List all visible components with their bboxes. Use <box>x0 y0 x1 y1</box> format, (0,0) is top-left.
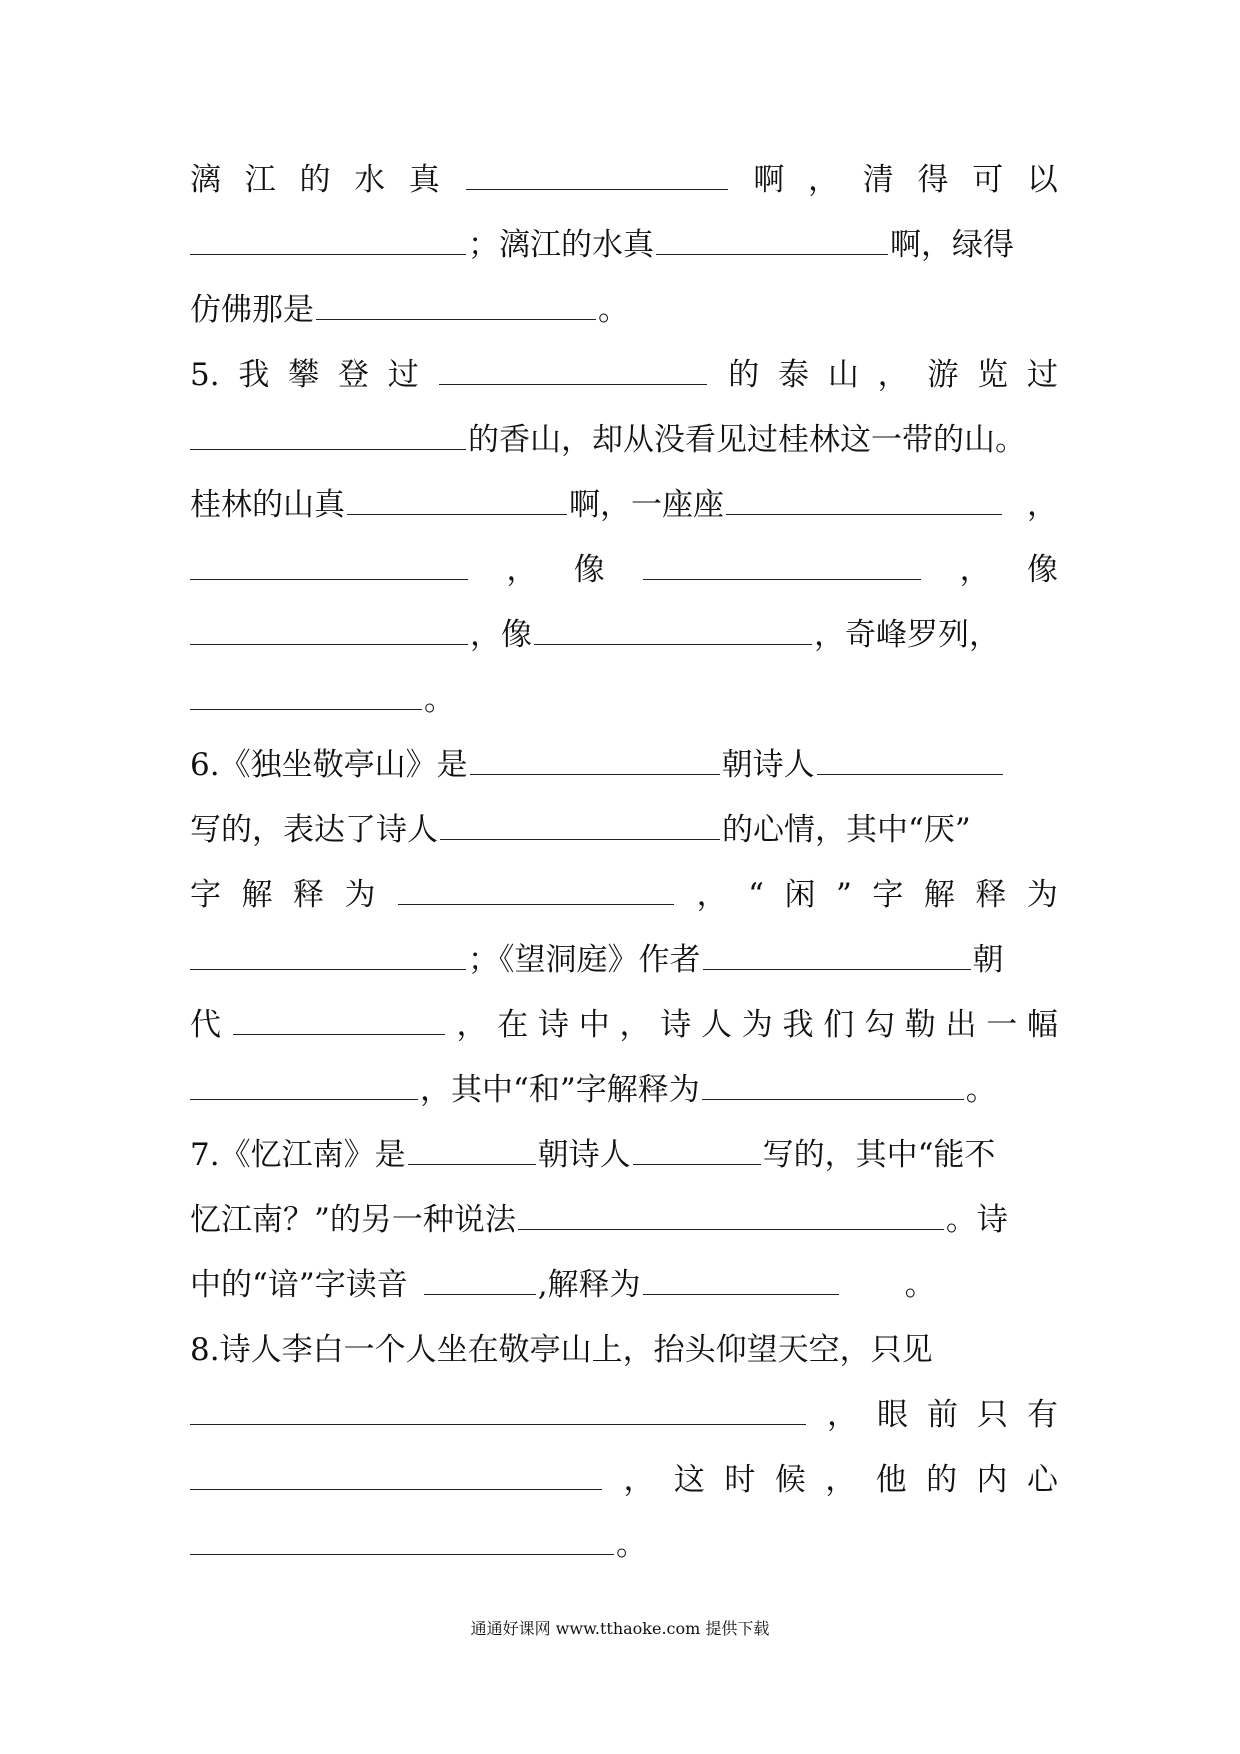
answer-blank[interactable] <box>190 1077 418 1100</box>
answer-blank[interactable] <box>190 1467 602 1490</box>
text: 内 <box>976 1462 1008 1498</box>
text: 勒 <box>904 1007 936 1043</box>
answer-blank[interactable] <box>466 167 728 190</box>
text: 诗 <box>538 1007 569 1043</box>
text: 仿佛那是 <box>190 292 314 328</box>
q7-line-1 <box>190 1123 1058 1188</box>
q5-line-4 <box>190 538 1058 603</box>
text: 。 <box>904 1267 936 1303</box>
text: 代 <box>190 1007 221 1043</box>
worksheet-body <box>190 148 1058 1578</box>
answer-blank[interactable] <box>190 622 468 645</box>
text: 过 <box>387 357 419 393</box>
q7-line-2 <box>190 1188 1058 1253</box>
text: ， <box>827 1397 858 1433</box>
q5-line-6 <box>190 668 1058 733</box>
text: 释 <box>293 877 325 913</box>
text: 为 <box>741 1007 773 1043</box>
text: 登 <box>337 357 369 393</box>
answer-blank[interactable] <box>408 1142 536 1165</box>
text: 为 <box>344 877 376 913</box>
q8-line-2 <box>190 1383 1058 1448</box>
text: 以 <box>1026 162 1058 198</box>
answer-blank[interactable] <box>518 1207 944 1230</box>
text: 攀 <box>288 357 320 393</box>
answer-blank[interactable] <box>190 1532 614 1555</box>
q7-line-3 <box>190 1253 1058 1318</box>
answer-blank[interactable] <box>190 427 466 450</box>
text: 的 <box>926 1462 958 1498</box>
text: 字 <box>872 877 904 913</box>
text: 朝 <box>972 942 1004 978</box>
text: “ <box>748 877 764 913</box>
text: 闲 <box>784 877 816 913</box>
text: ， <box>619 1007 651 1043</box>
text: 解 <box>923 877 955 913</box>
text: 只 <box>977 1397 1008 1433</box>
text: ,解释为 <box>537 1267 641 1303</box>
text: 时 <box>724 1462 756 1498</box>
text: 在 <box>497 1007 529 1043</box>
text: 们 <box>823 1007 855 1043</box>
q5-line-2 <box>190 408 1058 473</box>
text: 朝诗人 <box>721 747 815 783</box>
text: 我 <box>782 1007 814 1043</box>
text: ， <box>506 552 538 588</box>
text: 写的，表达了诗人 <box>190 812 438 848</box>
text: 写的，其中“能不 <box>762 1137 996 1173</box>
q6-line-1 <box>190 733 1058 798</box>
answer-blank[interactable] <box>439 362 707 385</box>
text: 过 <box>1026 357 1058 393</box>
text: 6.《独坐敬亭山》是 <box>190 747 468 783</box>
answer-blank[interactable] <box>534 622 812 645</box>
text: 游 <box>927 357 959 393</box>
answer-blank[interactable] <box>424 1272 536 1295</box>
q5-line-5 <box>190 603 1058 668</box>
answer-blank[interactable] <box>190 557 468 580</box>
q6-line-2 <box>190 798 1058 863</box>
text: 幅 <box>1027 1007 1058 1043</box>
answer-blank[interactable] <box>190 687 422 710</box>
text: 眼 <box>877 1397 908 1433</box>
answer-blank[interactable] <box>703 947 971 970</box>
text: 勾 <box>864 1007 895 1043</box>
text: ， <box>1027 487 1058 523</box>
text: 一 <box>986 1007 1018 1043</box>
text: ， <box>877 357 909 393</box>
answer-blank[interactable] <box>440 817 720 840</box>
text: 。 <box>424 682 455 718</box>
text: ， <box>456 1007 488 1043</box>
text: ，像 <box>470 617 532 653</box>
q4-line-3 <box>190 278 1058 343</box>
text: ， <box>825 1462 857 1498</box>
text: ，其中“和”字解释为 <box>420 1072 700 1108</box>
text: 候 <box>774 1462 806 1498</box>
text: 泰 <box>778 357 810 393</box>
text: ， <box>808 162 840 198</box>
text: 可 <box>972 162 1004 198</box>
text: ；漓江的水真 <box>468 227 654 263</box>
text: 朝诗人 <box>537 1137 631 1173</box>
q4-line-2 <box>190 213 1058 278</box>
text: 的 <box>728 357 760 393</box>
question-number: 5. <box>190 357 220 393</box>
text: 像 <box>573 552 605 588</box>
text: ， <box>696 877 728 913</box>
answer-blank[interactable] <box>643 1272 839 1295</box>
text: 。 <box>616 1527 647 1563</box>
q6-line-5 <box>190 993 1058 1058</box>
answer-blank[interactable] <box>643 557 921 580</box>
answer-blank[interactable] <box>398 882 674 905</box>
text: 心 <box>1026 1462 1058 1498</box>
text: 解 <box>241 877 273 913</box>
answer-blank[interactable] <box>726 492 1002 515</box>
answer-blank[interactable] <box>233 1012 445 1035</box>
text: 前 <box>927 1397 958 1433</box>
q6-line-4 <box>190 928 1058 993</box>
answer-blank[interactable] <box>190 1402 806 1425</box>
text: 水 <box>354 162 386 198</box>
text: 他 <box>875 1462 907 1498</box>
text: 中的“谙”字读音 <box>190 1267 408 1303</box>
text: 啊，一座座 <box>569 487 724 523</box>
q8-line-4 <box>190 1513 1058 1578</box>
text: 字 <box>190 877 221 913</box>
text: 清 <box>862 162 894 198</box>
answer-blank[interactable] <box>470 752 720 775</box>
text: 的 <box>299 162 331 198</box>
text: 。诗 <box>945 1202 1008 1238</box>
q8-line-3 <box>190 1448 1058 1513</box>
text: 这 <box>673 1462 705 1498</box>
text: 诗 <box>660 1007 692 1043</box>
answer-blank[interactable] <box>190 947 466 970</box>
text: 览 <box>977 357 1009 393</box>
q5-line-1 <box>190 343 1058 408</box>
text: 啊，绿得 <box>890 227 1014 263</box>
q5-line-3 <box>190 473 1058 538</box>
q6-line-6 <box>190 1058 1058 1123</box>
text: 忆江南？”的另一种说法 <box>190 1202 516 1238</box>
text: 为 <box>1026 877 1058 913</box>
answer-blank[interactable] <box>190 232 466 255</box>
text: 山 <box>827 357 859 393</box>
text: ，奇峰罗列， <box>814 617 1000 653</box>
q8-line-1 <box>190 1318 1058 1383</box>
text: 有 <box>1027 1397 1058 1433</box>
text: 啊 <box>753 162 785 198</box>
text: 出 <box>945 1007 977 1043</box>
text: 。 <box>965 1072 997 1108</box>
text: 人 <box>701 1007 732 1043</box>
text: 江 <box>244 162 276 198</box>
text: 7.《忆江南》是 <box>190 1137 406 1173</box>
text: 像 <box>1026 552 1058 588</box>
q6-line-3 <box>190 863 1058 928</box>
answer-blank[interactable] <box>347 492 567 515</box>
text: 我 <box>238 357 270 393</box>
text: 的香山，却从没看见过桂林这一带的山。 <box>468 422 1026 458</box>
answer-blank[interactable] <box>656 232 888 255</box>
page-footer: 通通好课网 www.tthaoke.com 提供下载 <box>470 1619 770 1638</box>
text: ， <box>623 1462 655 1498</box>
q4-line-1 <box>190 148 1058 213</box>
text: 8.诗人李白一个人坐在敬亭山上，抬头仰望天空，只见 <box>190 1332 933 1368</box>
text: 的心情，其中“厌” <box>722 812 971 848</box>
text: 得 <box>917 162 949 198</box>
answer-blank[interactable] <box>702 1077 964 1100</box>
text: 漓 <box>190 162 221 198</box>
answer-blank[interactable] <box>633 1142 761 1165</box>
answer-blank[interactable] <box>817 752 1003 775</box>
text: ；《望洞庭》作者 <box>468 942 701 978</box>
text: 中 <box>578 1007 610 1043</box>
text: ， <box>959 552 991 588</box>
text: ” <box>835 877 852 913</box>
text: 桂林的山真 <box>190 487 345 523</box>
text: 真 <box>408 162 440 198</box>
text: 。 <box>598 292 629 328</box>
answer-blank[interactable] <box>316 297 596 320</box>
text: 释 <box>975 877 1007 913</box>
